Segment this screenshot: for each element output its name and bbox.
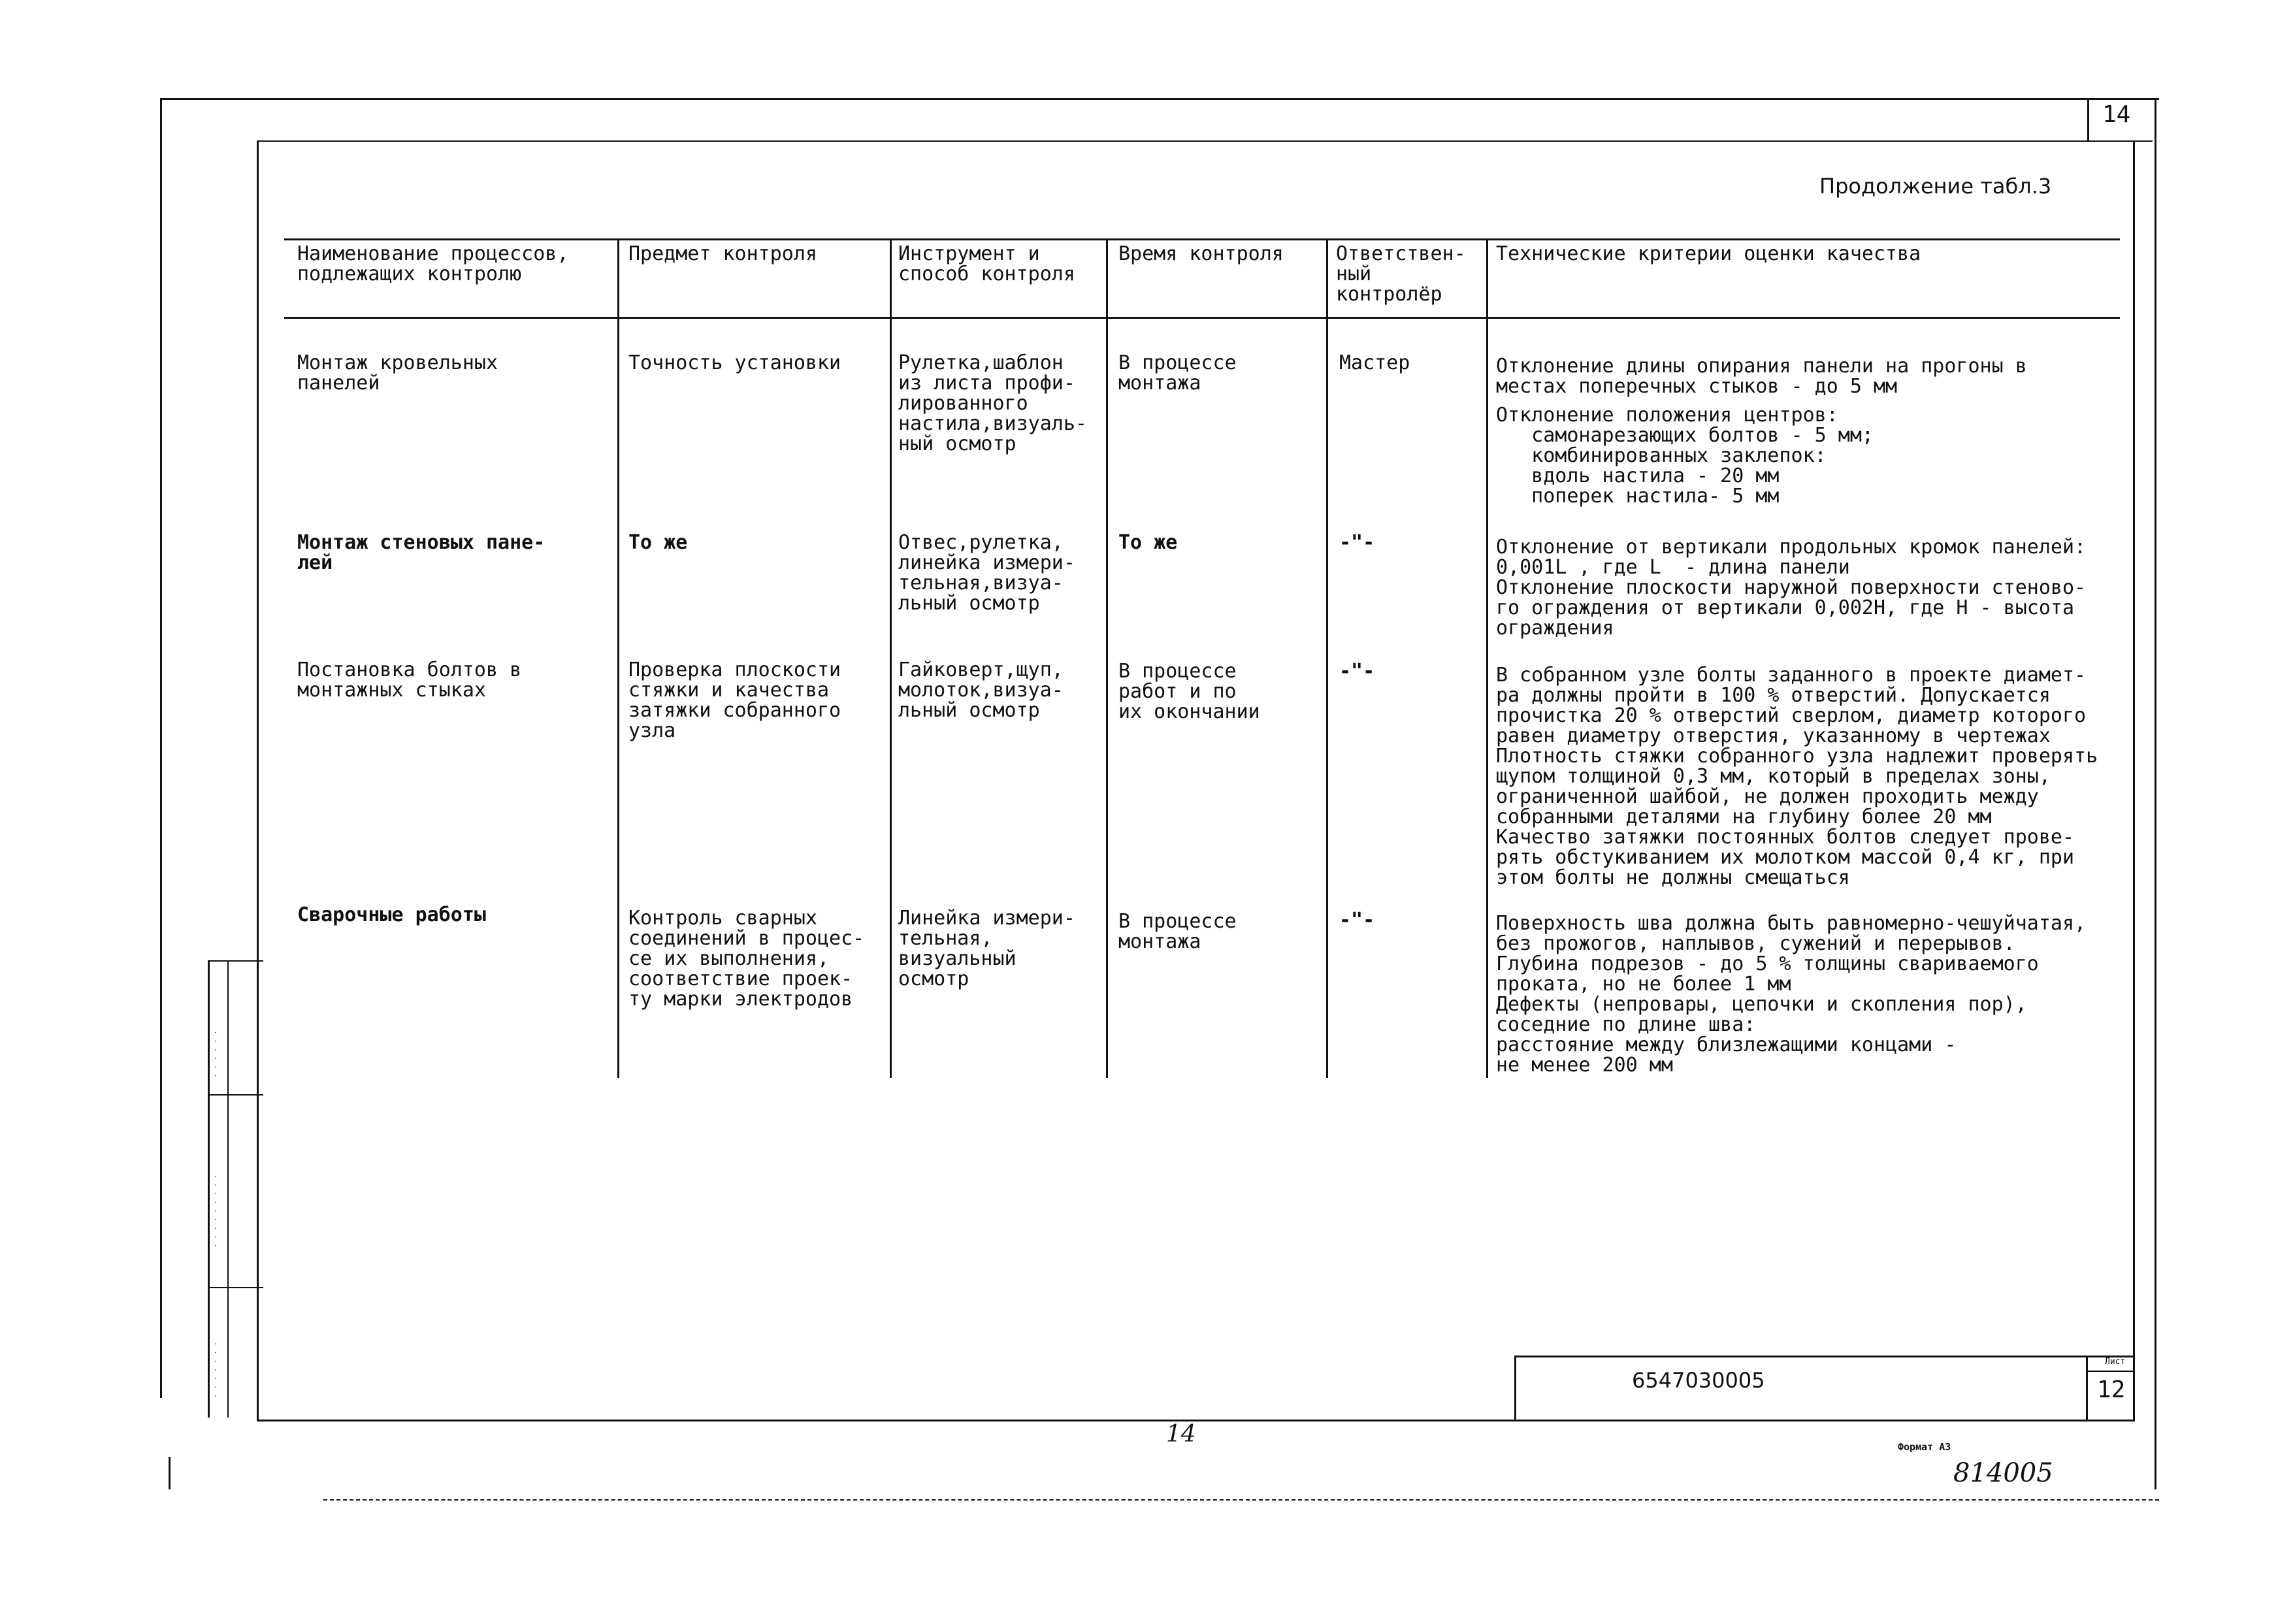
row-2-criteria: Отклонение от вертикали продольных кромок панелей: 0,001L , где L - длина панели Отклонение плоскости наружной поверхности стеново- го ограждения от вертикали 0,002H, где H - высота ограждения	[1496, 536, 2087, 640]
row-1-process: Монтаж кровельных панелей	[297, 351, 498, 395]
header-process: Наименование процессов, подлежащих контролю	[297, 242, 569, 285]
row-3-time: В процессе работ и по их окончании	[1118, 660, 1260, 723]
row-1-responsible: Мастер	[1339, 351, 1410, 374]
row-2-time: То же	[1118, 531, 1178, 554]
row-4-instrument: Линейка измери- тельная, визуальный осмотр	[898, 907, 1075, 990]
row-2-process: Монтаж стеновых пане- лей	[297, 531, 545, 574]
continuation-label: Продолжение табл.3	[1819, 174, 2052, 199]
row-3-instrument: Гайковерт,щуп, молоток,визуа- льный осмотр	[898, 658, 1064, 722]
row-3-criteria: В собранном узле болты заданного в проекте диамет- ра должны пройти в 100 % отверстий. Допускается прочистка 20 % отверстий сверлом, диаметр которого равен диаметру отверстия, указанному в чертежах Плотность стяжки собранного узла надлежит проверять щупом толщиной 0,3 мм, который в пределах зоны, ограниченной шайбой, не должен проходить между собранными деталями на глубину более 20 мм Качество затяжки постоянных болтов следует прове- рять обстукиванием их молотком массой 0,4 кг, при этом болты не должны смещаться	[1496, 664, 2098, 889]
row-4-subject: Контроль сварных соединений в процес- се их выполнения, соответствие проек- ту марки электродов	[628, 907, 865, 1011]
header-criteria: Технические критерии оценки качества	[1496, 242, 1921, 265]
row-1-criteria-a: Отклонение длины опирания панели на прогоны в местах поперечных стыков - до 5 мм	[1496, 355, 2027, 398]
row-4-criteria: Поверхность шва должна быть равномерно-чешуйчатая, без прожогов, наплывов, сужений и перерывов. Глубина подрезов - до 5 % толщины свариваемого проката, но не более 1 мм Дефекты (непровары, цепочки и скопления пор), соседние по длине шва: расстояние между близлежащими концами - не менее 200 мм	[1496, 912, 2087, 1077]
col-divider-4	[1326, 238, 1328, 1078]
col-divider-5	[1486, 238, 1488, 1078]
col-divider-3	[1106, 238, 1108, 1078]
outer-top-line	[160, 98, 2159, 100]
outer-left-tick	[169, 1457, 171, 1489]
table-top-line	[284, 238, 2120, 240]
title-block-sheet-line	[2086, 1371, 2133, 1372]
margin-stamp-block	[208, 960, 263, 1418]
row-4-process: Сварочные работы	[297, 903, 486, 926]
header-time: Время контроля	[1118, 242, 1284, 265]
row-1-time: В процессе монтажа	[1118, 351, 1237, 395]
document-code: 6547030005	[1632, 1368, 1765, 1393]
row-3-subject: Проверка плоскости стяжки и качества затяжки собранного узла	[628, 658, 841, 742]
row-3-process: Постановка болтов в монтажных стыках	[297, 658, 522, 702]
inner-top-line	[257, 140, 2153, 142]
stamp-sign-date: . . . . . . . . .	[210, 1174, 218, 1248]
col-divider-1	[617, 238, 619, 1078]
header-responsible: Ответствен- ный контролёр	[1336, 242, 1466, 306]
row-4-time: В процессе монтажа	[1118, 910, 1237, 953]
title-block-left-line	[1514, 1356, 1516, 1421]
row-1-criteria-b: Отклонение положения центров: самонарезающих болтов - 5 мм; комбинированных заклепок: вдоль настила - 20 мм поперек настила- 5 мм	[1496, 404, 1874, 508]
sheet-box-divider	[2087, 98, 2089, 140]
stamp-inv-dubl: . . . . . .	[210, 1030, 218, 1078]
page-number-handwritten: 14	[1166, 1421, 1196, 1448]
row-2-subject: То же	[628, 531, 688, 554]
inner-right-line	[2133, 140, 2135, 1421]
table-header-bottom-line	[284, 317, 2120, 319]
bottom-dashed-line	[323, 1499, 2159, 1501]
sheet-number-bottom: 12	[2097, 1376, 2126, 1403]
outer-left-line	[160, 98, 162, 1398]
row-2-responsible: -"-	[1339, 531, 1375, 554]
row-2-instrument: Отвес,рулетка, линейка измери- тельная,визуа- льный осмотр	[898, 531, 1075, 615]
archive-number-handwritten: 814005	[1953, 1458, 2053, 1488]
header-instrument: Инструмент и способ контроля	[898, 242, 1075, 285]
row-4-responsible: -"-	[1339, 909, 1375, 932]
format-label: Формат А3	[1898, 1441, 1951, 1453]
sheet-number-top: 14	[2102, 101, 2131, 128]
row-1-instrument: Рулетка,шаблон из листа профи- лированного настила,визуаль- ный осмотр	[898, 351, 1087, 455]
outer-right-line	[2155, 98, 2156, 1489]
row-3-responsible: -"-	[1339, 660, 1375, 683]
stamp-inv-orig: . . . . . . .	[210, 1341, 218, 1398]
col-divider-2	[890, 238, 892, 1078]
header-subject: Предмет контроля	[628, 242, 817, 265]
title-block-top-line	[1514, 1356, 2135, 1357]
sheet-label: Лист	[2105, 1357, 2126, 1367]
title-block-divider	[2086, 1356, 2088, 1421]
row-1-subject: Точность установки	[628, 351, 841, 374]
